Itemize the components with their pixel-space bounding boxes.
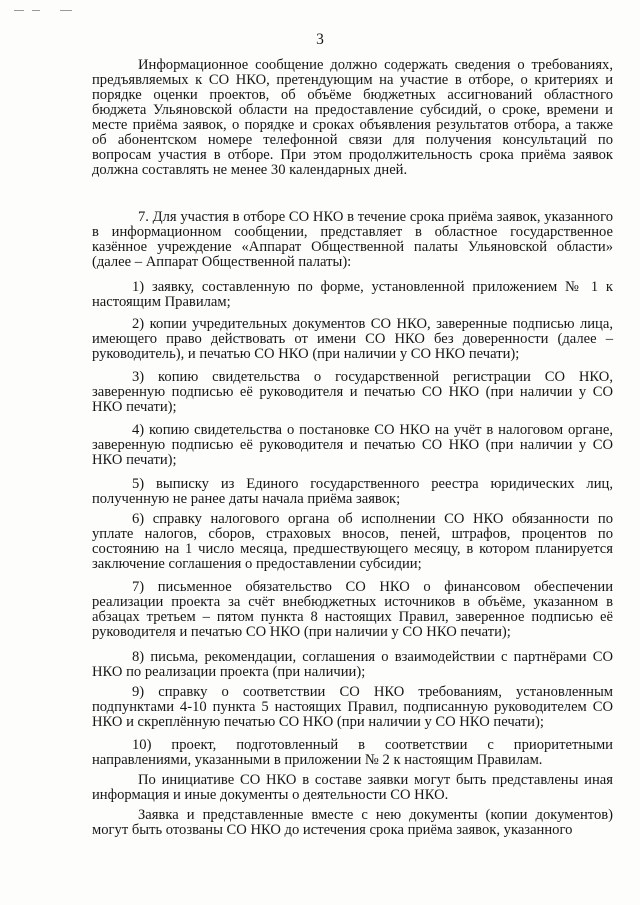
list-item-10: 10) проект, подготовленный в соответствии с приоритетными направлениями, указанными в приложении № 2 к настоящим Правилам. <box>92 737 613 768</box>
paragraph-information-message: Информационное сообщение должно содержать сведения о требованиях, предъявляемых к СО НКО, претендующим на участие в отборе, о критериях и порядке оценки проектов, об объёме бюджетных ассигнований областного бюджета Ульяновской области на предоставление субсидий, о сроке, времени и месте приёма заявок, о порядке и сроках объявления результатов отбора, а также об абонентском номере телефонной связи для получения консультаций по вопросам участия в отборе. При этом продолжительность срока приёма заявок должна составлять не менее 30 календарных дней. <box>92 57 613 178</box>
list-item-4: 4) копию свидетельства о постановке СО НКО на учёт в налоговом органе, заверенную подписью её руководителя и печатью СО НКО (при наличии у СО НКО печати); <box>92 422 613 468</box>
paragraph-item-7: 7. Для участия в отборе СО НКО в течение срока приёма заявок, указанного в информационном сообщении, представляет в областное государственное казённое учреждение «Аппарат Общественной палаты Ульяновской области» (далее – Аппарат Общественной палаты): <box>92 209 613 270</box>
page-number: 3 <box>316 31 324 48</box>
list-item-2: 2) копии учредительных документов СО НКО, заверенные подписью лица, имеющего право действовать от имени СО НКО без доверенности (далее – руководитель), и печатью СО НКО (при наличии у СО НКО печати); <box>92 316 613 362</box>
list-item-9: 9) справку о соответствии СО НКО требованиям, установленным подпунктами 4-10 пункта 5 настоящих Правил, подписанную руководителем СО НКО и скреплённую печатью СО НКО (при наличии у СО НКО печати); <box>92 684 613 730</box>
scan-mark <box>60 10 72 11</box>
list-item-3: 3) копию свидетельства о государственной регистрации СО НКО, заверенную подписью её руководителя и печатью СО НКО (при наличии у СО НКО печати); <box>92 369 613 415</box>
scan-mark <box>32 10 40 11</box>
list-item-6: 6) справку налогового органа об исполнении СО НКО обязанности по уплате налогов, сборов, страховых вносов, пеней, штрафов, процентов по состоянию на 1 число месяца, предшествующего месяцу, в котором планируется заключение соглашения о предоставлении субсидии; <box>92 511 613 572</box>
scan-mark <box>14 10 24 11</box>
paragraph-withdrawal: Заявка и представленные вместе с нею документы (копии документов) могут быть отозваны СО НКО до истечения срока приёма заявок, указанного <box>92 807 613 838</box>
list-item-1: 1) заявку, составленную по форме, установленной приложением № 1 к настоящим Правилам; <box>92 279 613 310</box>
list-item-7: 7) письменное обязательство СО НКО о финансовом обеспечении реализации проекта за счёт внебюджетных источников в объёме, указанном в абзацах третьем – пятом пункта 8 настоящих Правил, заверенное подписью её руководителя и печатью СО НКО (при наличии у СО НКО печати); <box>92 579 613 640</box>
list-item-8: 8) письма, рекомендации, соглашения о взаимодействии с партнёрами СО НКО по реализации проекта (при наличии); <box>92 649 613 680</box>
paragraph-initiative: По инициативе СО НКО в составе заявки могут быть представлены иная информация и иные документы о деятельности СО НКО. <box>92 772 613 803</box>
list-item-5: 5) выписку из Единого государственного реестра юридических лиц, полученную не ранее даты начала приёма заявок; <box>92 476 613 507</box>
